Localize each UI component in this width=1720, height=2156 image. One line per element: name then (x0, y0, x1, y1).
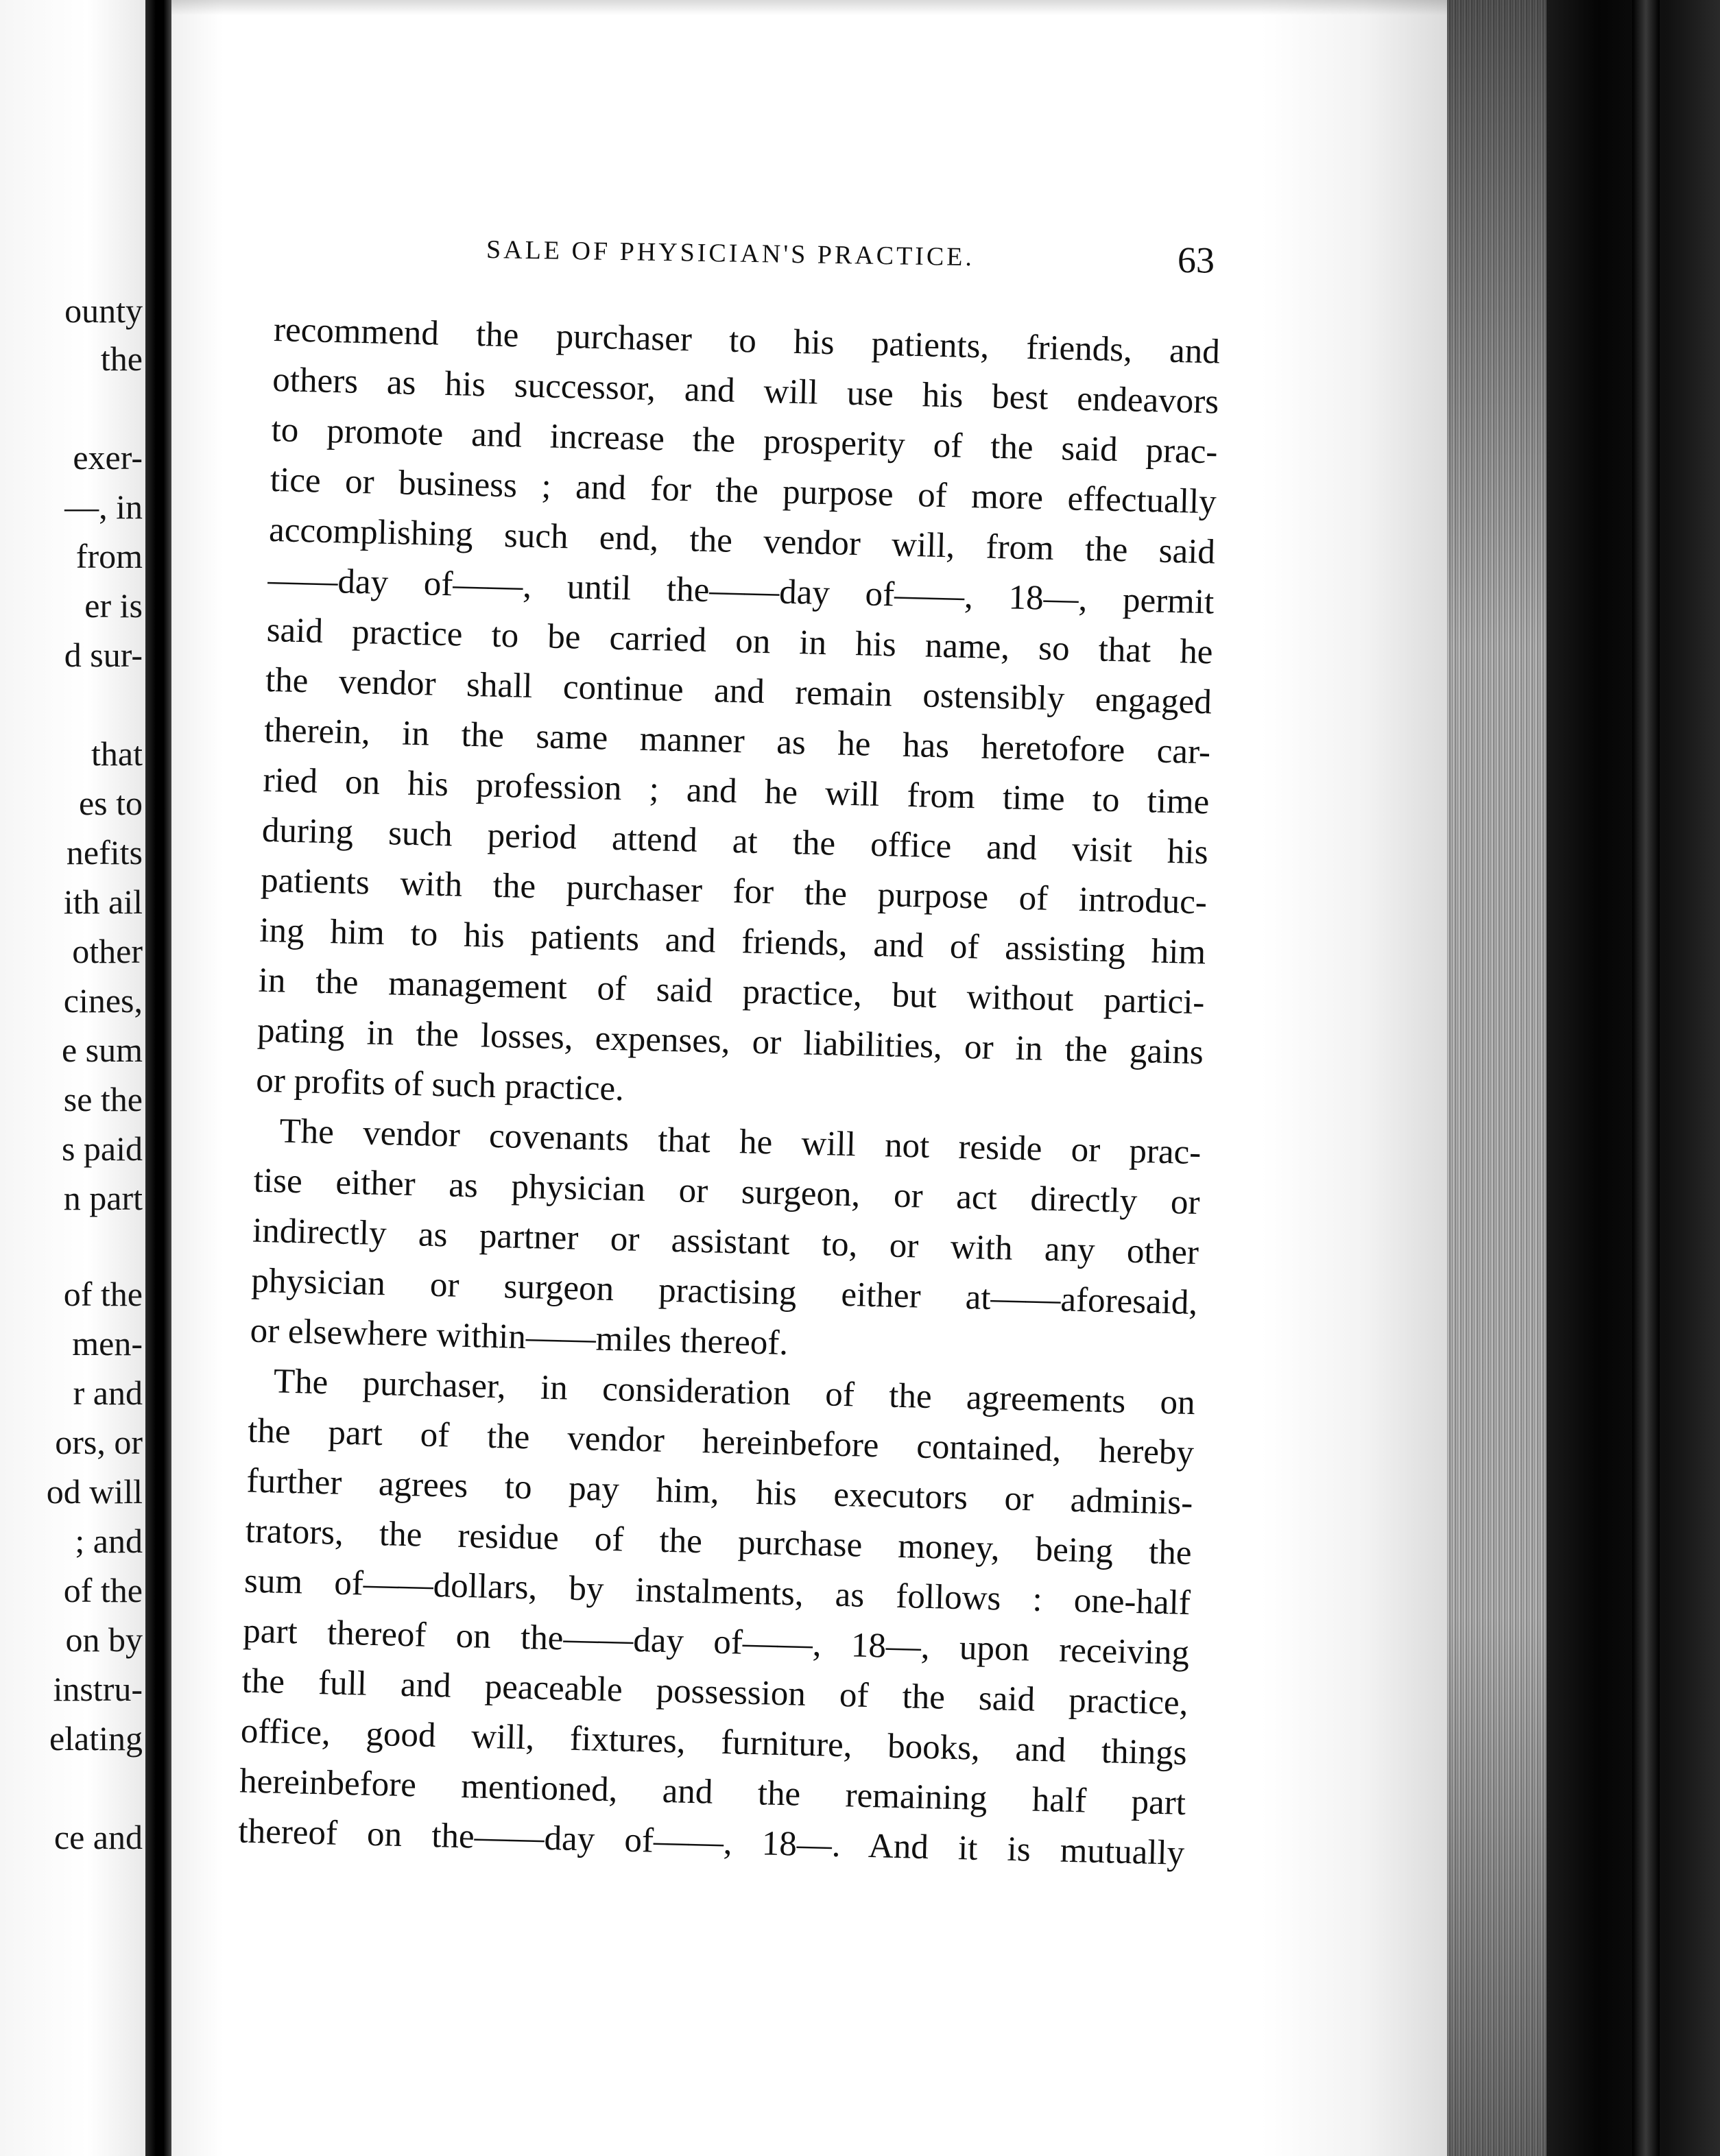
text-line: others as his successor, and will use his best endeavors (272, 360, 1219, 422)
left-page-fragment: ith ail (63, 883, 143, 921)
text-line: said practice to be carried on in his name, so that he (266, 610, 1214, 672)
text-line: patients with the purchaser for the purpose of introduc- (260, 861, 1208, 922)
left-page-fragment: —, in (64, 488, 143, 526)
text-line: ing him to his patients and friends, and of assisting him (259, 911, 1206, 972)
text-line: the vendor shall continue and remain ostensibly engaged (265, 660, 1213, 722)
text-line: accomplishing such end, the vendor will, from the said (268, 510, 1216, 572)
left-page-fragment: men- (72, 1324, 143, 1363)
left-page-fragment: ; and (75, 1522, 143, 1560)
left-page-fragment: exer- (73, 438, 143, 477)
left-page-fragment: elating (49, 1719, 143, 1758)
left-page-fragment: es to (78, 784, 143, 822)
body-text (238, 305, 1221, 1879)
left-page-fragment: d sur- (64, 636, 143, 674)
left-page-fragment: r and (73, 1374, 143, 1412)
left-page-fragment: s paid (61, 1129, 143, 1168)
left-page-fragment: se the (63, 1080, 143, 1118)
text-line: sum of——dollars, by instalments, as follows : one-half (243, 1561, 1191, 1622)
text-line: tice or business ; and for the purpose of more effectually (270, 460, 1217, 522)
left-page-fragment: od will (46, 1472, 143, 1511)
text-line: to promote and increase the prosperity of the said prac- (271, 410, 1218, 472)
text-line: ——day of——, until the——day of——, 18—, permit (267, 560, 1215, 622)
text-line: further agrees to pay him, his executors or adminis- (246, 1461, 1193, 1523)
text-line: physician or surgeon practising either at——aforesaid, (250, 1261, 1198, 1323)
text-line: part thereof on the——day of——, 18—, upon receiving (242, 1612, 1190, 1673)
text-line: the part of the vendor hereinbefore contained, hereby (247, 1411, 1195, 1473)
text-line: tise either as physician or surgeon, or act directly or (253, 1161, 1201, 1223)
text-line: The purchaser, in consideration of the agreements on (273, 1362, 1196, 1423)
text-line: or elsewhere within——miles thereof. (250, 1311, 789, 1363)
page-number: 63 (1177, 239, 1215, 281)
left-facing-page (0, 0, 145, 2156)
left-page-fragment: the (100, 339, 143, 378)
left-page-fragment: of the (63, 1275, 143, 1313)
text-line: The vendor covenants that he will not reside or prac- (278, 1112, 1202, 1173)
text-line: therein, in the same manner as he has heretofore car- (263, 710, 1211, 772)
left-page-fragment: from (75, 537, 143, 575)
text-line: recommend the purchaser to his patients, friends, and (273, 310, 1221, 372)
left-page-fragment: other (72, 932, 143, 970)
text-line: hereinbefore mentioned, and the remaining half part (239, 1762, 1186, 1823)
text-line: pating in the losses, expenses, or liabilities, or in the gains (256, 1011, 1204, 1073)
text-line: the full and peaceable possession of the said practice, (241, 1662, 1189, 1723)
cover-binding-edge (1632, 0, 1660, 2156)
text-line: or profits of such practice. (255, 1061, 625, 1109)
left-page-fragment: of the (63, 1571, 143, 1609)
left-page-fragment: that (91, 734, 143, 773)
book-gutter (145, 0, 171, 2156)
left-page-fragment: e sum (61, 1031, 143, 1069)
left-page-fragment: ors, or (55, 1423, 143, 1461)
text-line: during such period attend at the office and visit his (261, 811, 1209, 872)
left-page-fragment: er is (84, 586, 143, 625)
text-line: ried on his profession ; and he will from time to time (263, 760, 1210, 822)
left-page-fragment: cines, (63, 981, 143, 1020)
page-stack-shadow (1447, 0, 1546, 2156)
running-head: SALE OF PHYSICIAN'S PRACTICE. (486, 235, 975, 272)
left-page-fragment: on by (65, 1620, 143, 1659)
page-top-shadow (171, 0, 1454, 15)
text-line: thereof on the——day of——, 18—. And it is mutually (237, 1812, 1185, 1873)
left-page-fragment: ce and (53, 1818, 143, 1856)
text-line: indirectly as partner or assistant to, or with any other (252, 1211, 1199, 1273)
text-line: office, good will, fixtures, furniture, books, and things (240, 1712, 1188, 1773)
left-page-fragment: ounty (64, 291, 143, 330)
text-line: trators, the residue of the purchase money, being the (245, 1511, 1193, 1573)
text-line: in the management of said practice, but without partici- (258, 961, 1206, 1022)
left-page-fragment: nefits (66, 833, 143, 872)
left-page-fragment: instru- (53, 1670, 143, 1708)
left-page-fragment: n part (63, 1179, 143, 1217)
